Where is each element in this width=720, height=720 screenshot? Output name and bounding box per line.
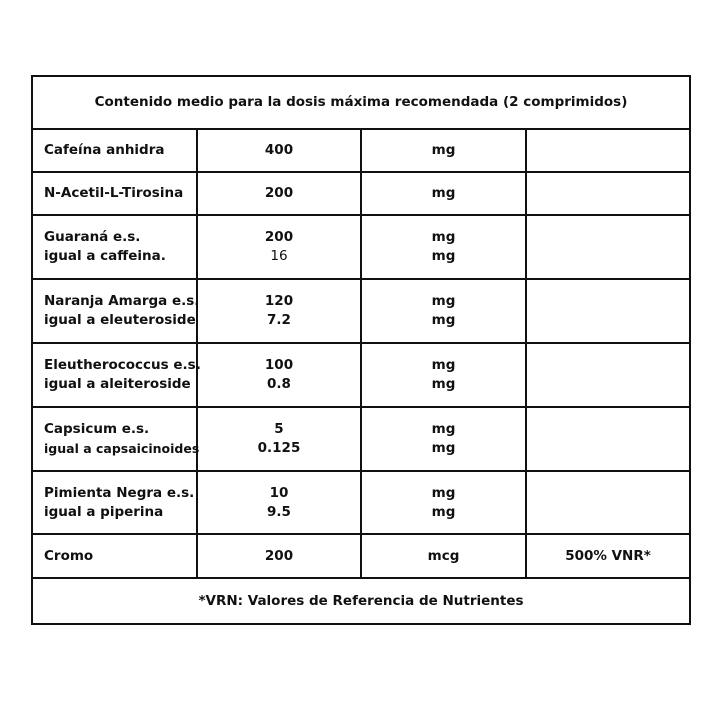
ingredient-name: Eleutherococcus e.s. [44,357,201,373]
amount-cell [197,407,361,471]
table-title: Contenido medio para la dosis máxima recomendada (2 comprimidos) [32,76,690,129]
unit-value: mg [431,142,456,158]
unit-cell [361,407,526,471]
ingredient-name: Cafeína anhidra [44,142,165,158]
vnr-cell: 500% VNR* [526,534,690,578]
vnr-cell [526,471,690,534]
amount-value: 120 [264,293,294,309]
unit-value: mg [431,357,456,373]
ingredient-name: Guaraná e.s. [44,229,141,245]
amount-value: 100 [264,357,294,373]
vnr-cell [526,343,690,407]
amount-equivalent: 9.5 [267,503,291,520]
ingredient-name: Naranja Amarga e.s. [44,293,200,309]
vnr-cell [526,129,690,172]
unit-value: mg [431,185,456,201]
ingredient-equivalent: igual a piperina [44,503,164,520]
table-row [32,215,690,279]
unit-cell [361,343,526,407]
ingredient-equivalent: igual a aleiteroside [44,376,191,392]
unit-cell [361,129,526,172]
amount-equivalent: 16 [270,248,288,264]
unit-cell [361,279,526,343]
ingredient-name-cell [32,215,197,279]
amount-cell [197,343,361,407]
amount-value: 10 [269,484,289,501]
ingredient-name-cell [32,343,201,407]
ingredient-name: Cromo [44,547,94,564]
amount-value: 200 [264,185,294,201]
table-row [32,471,690,534]
ingredient-equivalent: igual a eleuteroside [44,312,196,328]
ingredient-name-cell [32,279,200,343]
unit-value: mg [431,484,456,501]
table-row [32,534,690,578]
amount-value: 200 [264,229,294,245]
unit-equivalent: mg [431,312,456,328]
unit-cell [361,534,526,578]
ingredient-name: N-Acetil-L-Tirosina [44,185,184,201]
ingredient-equivalent: igual a caffeina. [44,248,166,264]
unit-cell [361,215,526,279]
amount-cell [197,279,361,343]
table-footer-row [32,578,690,624]
unit-value: mg [431,293,456,309]
vnr-cell [526,407,690,471]
unit-equivalent: mg [431,376,456,392]
ingredient-name: Pimienta Negra e.s. [44,484,195,501]
table-row [32,279,690,343]
unit-value: mcg [427,547,460,564]
unit-equivalent: mg [431,503,456,520]
ingredient-name-cell [32,172,197,215]
ingredient-name-cell [32,407,200,471]
unit-cell [361,172,526,215]
table-footnote: *VRN: Valores de Referencia de Nutrientes [32,578,690,624]
table-row [32,343,690,407]
vnr-cell [526,279,690,343]
ingredient-name-cell [32,471,197,534]
table-row [32,129,690,172]
table-row [32,407,690,471]
amount-value: 200 [264,547,294,564]
unit-cell [361,471,526,534]
amount-cell [197,129,361,172]
vnr-cell [526,215,690,279]
unit-value: mg [431,421,456,437]
vnr-cell [526,172,690,215]
unit-equivalent: mg [431,248,456,264]
amount-equivalent: 0.125 [257,440,301,456]
amount-cell [197,172,361,215]
ingredient-name-cell [32,534,197,578]
amount-equivalent: 0.8 [267,376,291,392]
amount-value: 5 [274,421,284,437]
amount-cell [197,215,361,279]
table-header-row [32,76,690,129]
nutrition-table [31,75,691,625]
table-row [32,172,690,215]
ingredient-equivalent: igual a capsaicinoides [44,441,200,456]
unit-equivalent: mg [431,440,456,456]
amount-equivalent: 7.2 [267,312,291,328]
amount-value: 400 [264,142,294,158]
unit-value: mg [431,229,456,245]
amount-cell [197,471,361,534]
ingredient-name-cell [32,129,197,172]
ingredient-name: Capsicum e.s. [44,421,150,437]
amount-cell [197,534,361,578]
